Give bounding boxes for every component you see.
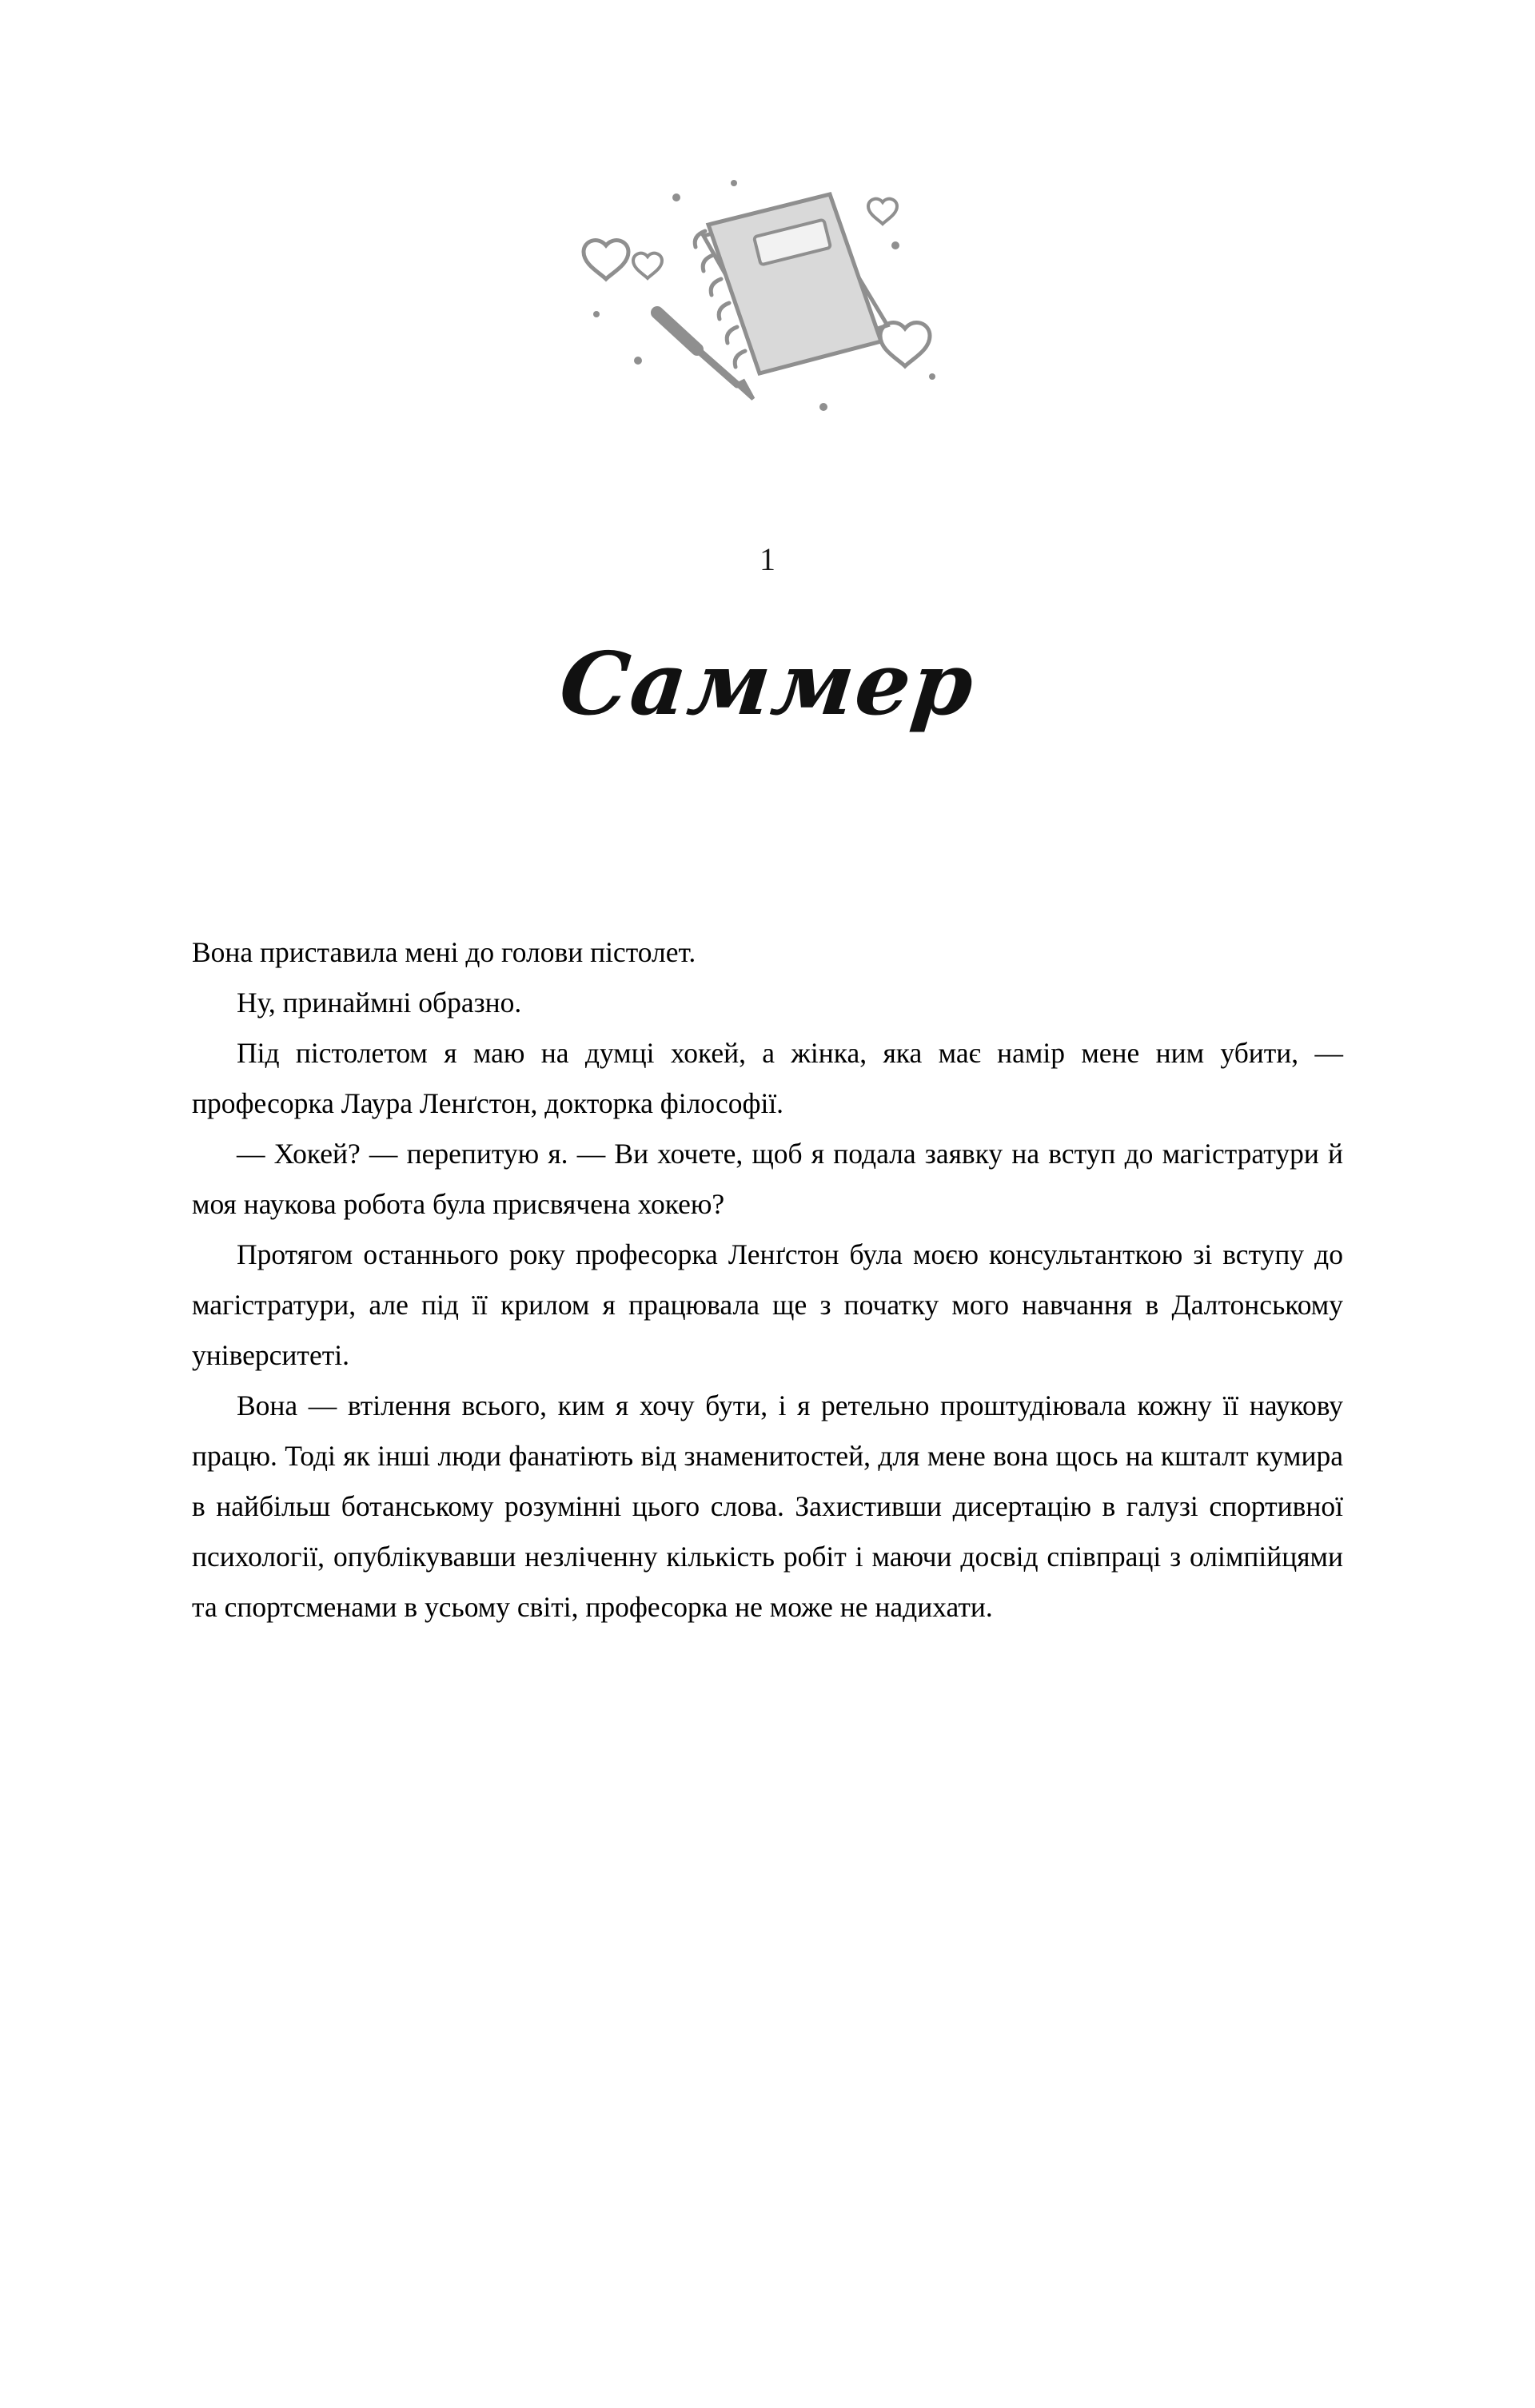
paragraph: Ну, принаймні образно. [237, 987, 522, 1019]
paragraph: — Хокей? — перепитую я. — Ви хочете, щоб я подала заявку на вступ до магістратури й моя наукова робота була присвячена хокею? [192, 1138, 1343, 1220]
heart-icon [868, 199, 897, 224]
chapter-number: 1 [760, 541, 775, 577]
paragraph: Під пістолетом я маю на думці хокей, а жінка, яка має намір мене ним убити, — професорка Лаура Ленґстон, докторка філософії. [192, 1037, 1343, 1119]
heart-icon [633, 253, 662, 278]
chapter-title [0, 634, 1535, 735]
notebook-icon [695, 194, 887, 373]
heart-icon [584, 241, 628, 279]
body-text [192, 927, 1343, 1633]
chapter-title-text: Саммер [555, 634, 980, 735]
paragraph: Вона — втілення всього, ким я хочу бути, і я ретельно проштудіювала кожну її наукову працю. Тоді як інші люди фанатіють від знаменитостей, для мене вона щось на кшталт кумира в найбільш ботанському розумінні цього слова. Захистивши дисертацію в галузі спортивної психології, опублікувавши незліченну кількість робіт і маючи досвід співпраці з олімпійцями та спортсменами в усьому світі, професорка не може не надихати. [192, 1389, 1343, 1623]
heart-icon [880, 322, 930, 366]
chapter-ornament [0, 172, 1535, 508]
paragraph: Протягом останнього року професорка Ленґстон була моєю консультанткою зі вступу до магістратури, але під її крилом я працювала ще з початку мого навчання в Далтонському університеті. [192, 1238, 1343, 1371]
paragraph: Вона приставила мені до голови пістолет. [192, 936, 696, 968]
